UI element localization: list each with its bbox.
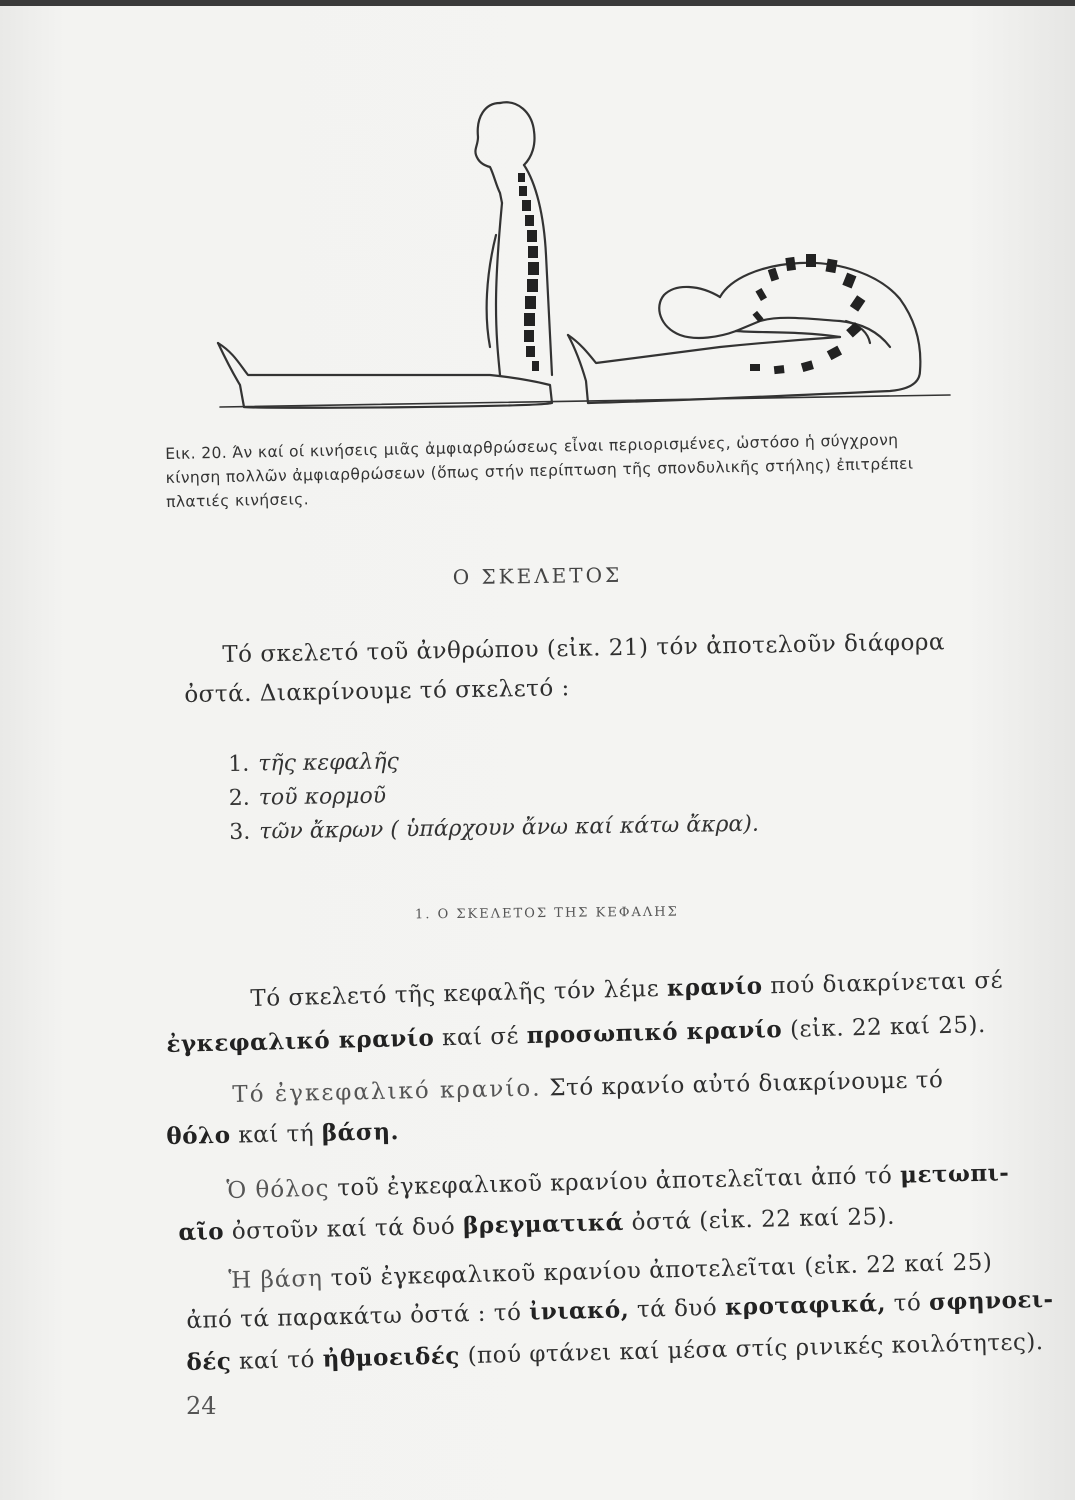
caption-line: πλατιές κινήσεις. bbox=[165, 490, 310, 511]
bold-term: κροταφικά, bbox=[724, 1289, 887, 1321]
list-number: 1. bbox=[228, 751, 250, 777]
bold-term: βάση. bbox=[321, 1118, 400, 1147]
bold-term: ἐγκεφαλικό κρανίο bbox=[166, 1024, 435, 1058]
list-text: τῆς κεφαλῆς bbox=[258, 749, 400, 777]
list-number: 2. bbox=[228, 785, 250, 811]
text-run: ὀστοῦν καί τά δυό bbox=[223, 1213, 464, 1245]
list-text: τοῦ κορμοῦ bbox=[258, 783, 387, 811]
bold-term: θόλο bbox=[166, 1121, 231, 1150]
text-run: καί τή bbox=[230, 1120, 323, 1149]
subsection-heading: 1. Ο ΣΚΕΛΕΤΟΣ ΤΗΣ ΚΕΦΑΛΗΣ bbox=[414, 904, 679, 923]
page-number: 24 bbox=[186, 1392, 217, 1420]
text-run: καί τό bbox=[230, 1346, 324, 1375]
text-run: τό bbox=[885, 1289, 930, 1317]
bold-term: βρεγματικά bbox=[462, 1208, 625, 1240]
text-run: τοῦ ἐγκεφαλικοῦ κρανίου ἀποτελεῖται (εἰκ. 22 καί 25) bbox=[322, 1249, 993, 1292]
intro-line: ὀστά. Διακρίνουμε τό σκελετό : bbox=[184, 675, 570, 708]
spaced-heading-run: Τό ἐγκεφαλικό κρανίο. bbox=[232, 1075, 542, 1108]
bold-term: κρανίο bbox=[666, 972, 763, 1002]
list-text: τῶν ἄκρων ( ὑπάρχουν ἄνω καί κάτω ἄκρα). bbox=[259, 811, 760, 845]
spine-vertebrae bbox=[518, 173, 865, 374]
text-run: καί σέ bbox=[433, 1023, 528, 1052]
text-run: τοῦ ἐγκεφαλικοῦ κρανίου ἀποτελεῖται ἀπό τό bbox=[329, 1162, 901, 1202]
bold-term: αῖο bbox=[178, 1217, 225, 1246]
text-run: Τό σκελετό τῆς κεφαλῆς τόν λέμε bbox=[250, 975, 668, 1012]
caption-line: Εικ. 20. Άν καί οί κινήσεις μιᾶς ἀμφιαρθρώσεως εἶναι περιορισμένες, ὡστόσο ἡ σύγχρονη bbox=[165, 430, 899, 463]
bold-term: μετωπι- bbox=[899, 1159, 1010, 1189]
text-run: πού διακρίνεται σέ bbox=[762, 967, 1004, 1000]
text-run: (πού φτάνει καί μέσα στίς ρινικές κοιλότητες). bbox=[459, 1329, 1044, 1370]
bold-term: δές bbox=[186, 1347, 232, 1376]
list-number: 3. bbox=[229, 819, 251, 845]
skeleton-parts-list bbox=[228, 740, 759, 850]
text-run: τά δυό bbox=[628, 1294, 726, 1324]
text-run: (εἰκ. 22 καί 25). bbox=[781, 1011, 987, 1043]
human-spine-flexion-illustration bbox=[200, 85, 980, 425]
bold-term: προσωπικό κρανίο bbox=[526, 1015, 783, 1050]
caption-line: κίνηση πολλῶν ἀμφιαρθρώσεων (ὅπως στήν περίπτωση τῆς σπονδυλικῆς στήλης) ἐπιτρέπει bbox=[165, 454, 914, 487]
seated-figure bbox=[218, 102, 552, 407]
spaced-heading-run: Ὁ θόλος bbox=[226, 1175, 330, 1204]
bold-term: ἰνιακό, bbox=[528, 1296, 630, 1326]
intro-line: Τό σκελετό τοῦ ἀνθρώπου (εἰκ. 21) τόν ἀποτελοῦν διάφορα bbox=[222, 629, 946, 668]
text-run: ὀστά (εἰκ. 22 καί 25). bbox=[623, 1203, 896, 1236]
section-heading: Ο ΣΚΕΛΕΤΟΣ bbox=[452, 562, 623, 590]
bold-term: ἠθμοειδές bbox=[322, 1342, 461, 1373]
bent-figure bbox=[568, 263, 920, 403]
floor-line bbox=[220, 395, 950, 407]
text-run: Στό κρανίο αὐτό διακρίνουμε τό bbox=[541, 1067, 944, 1102]
spaced-heading-run: Ἡ βάση bbox=[228, 1265, 324, 1294]
bold-term: σφηνοει- bbox=[928, 1285, 1054, 1316]
paragraph-line bbox=[166, 1113, 399, 1156]
text-run: ἀπό τά παρακάτω ὀστά : τό bbox=[186, 1299, 530, 1334]
